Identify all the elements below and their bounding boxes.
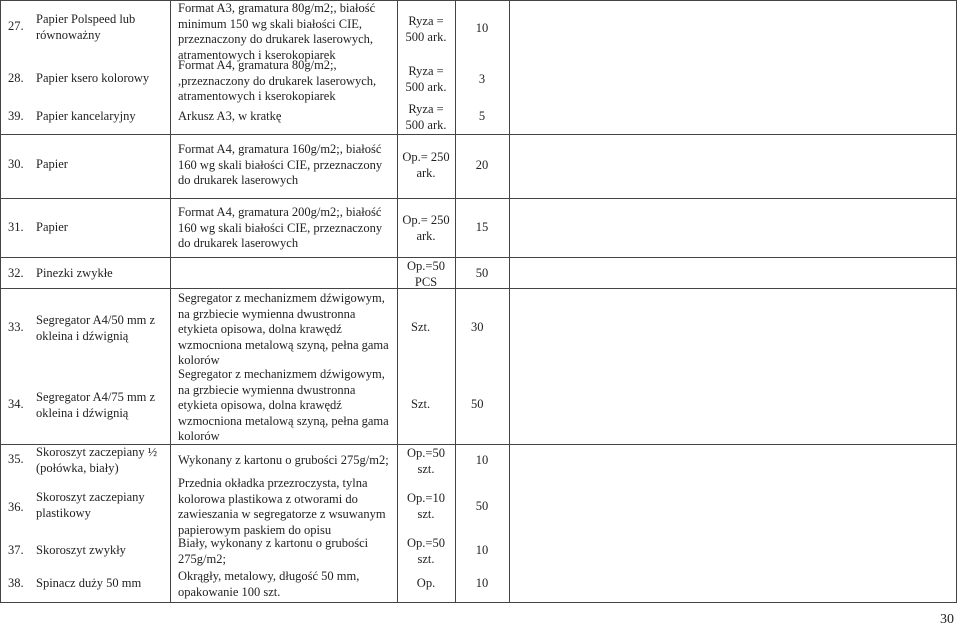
quantity: 20 — [475, 158, 489, 172]
unit: Op.=10 szt. — [407, 491, 445, 521]
item-description: Wykonany z kartonu o grubości 275g/m2; — [178, 453, 389, 467]
quantity: 5 — [478, 109, 486, 123]
row-number: 39. — [8, 109, 24, 123]
unit: Op. — [416, 576, 436, 590]
row-number: 37. — [8, 543, 24, 557]
unit: Op.= 250 ark. — [402, 213, 450, 243]
row-divider — [0, 0, 957, 1]
row-divider — [0, 288, 957, 289]
row-number: 36. — [8, 500, 24, 514]
row-number: 30. — [8, 157, 24, 171]
item-description: Format A4, gramatura 80g/m2;, ,przeznaczony do drukarek laserowych, atramentowych i kserokopiarek — [178, 58, 377, 103]
row-number: 31. — [8, 220, 24, 234]
item-name: Papier Polspeed lub równoważny — [36, 12, 136, 42]
unit: Op.=50 PCS — [407, 259, 445, 289]
quantity: 15 — [475, 220, 489, 234]
row-number: 34. — [8, 397, 24, 411]
row-divider — [0, 602, 957, 603]
quantity: 3 — [478, 72, 486, 86]
item-name: Skoroszyt zaczepiany plastikowy — [36, 490, 145, 520]
quantity: 10 — [475, 576, 489, 590]
item-name: Skoroszyt zaczepiany ½ (połówka, biały) — [36, 445, 158, 475]
item-name: Skoroszyt zwykły — [36, 543, 126, 557]
item-name: Papier — [36, 220, 68, 234]
item-description: Format A3, gramatura 80g/m2;, białość minimum 150 wg skali białości CIE, przeznaczony do drukarek laserowych, atramentowych i kserokopiarek — [178, 1, 376, 62]
row-divider — [0, 198, 957, 199]
item-name: Segregator A4/75 mm z okleina i dźwignią — [36, 390, 156, 420]
item-name: Segregator A4/50 mm z okleina i dźwignią — [36, 313, 156, 343]
unit: Ryza = 500 ark. — [405, 14, 447, 44]
row-number: 33. — [8, 320, 24, 334]
unit: Op.= 250 ark. — [402, 150, 450, 180]
unit: Ryza = 500 ark. — [405, 64, 447, 94]
quantity: 30 — [471, 320, 484, 334]
item-description: Arkusz A3, w kratkę — [178, 109, 282, 123]
row-divider — [0, 257, 957, 258]
row-number: 27. — [8, 19, 24, 33]
unit: Ryza = 500 ark. — [405, 102, 447, 132]
item-name: Pinezki zwykłe — [36, 266, 113, 280]
row-number: 35. — [8, 452, 24, 466]
unit: Op.=50 szt. — [407, 536, 445, 566]
quantity: 10 — [475, 453, 489, 467]
row-number: 32. — [8, 266, 24, 280]
quantity: 10 — [475, 21, 489, 35]
unit: Op.=50 szt. — [407, 446, 445, 476]
item-description: Format A4, gramatura 200g/m2;, białość 160 wg skali białości CIE, przeznaczony do drukarek laserowych — [178, 205, 383, 250]
row-number: 38. — [8, 576, 24, 590]
quantity: 50 — [475, 266, 489, 280]
item-description: Segregator z mechanizmem dźwigowym, na grzbiecie wymienna dwustronna etykieta opisowa, dolna krawędź wzmocniona metalową szyną, pełna gama kolorów — [178, 291, 389, 367]
row-number: 28. — [8, 71, 24, 85]
item-description: Okrągły, metalowy, długość 50 mm, opakowanie 100 szt. — [178, 569, 360, 599]
col-divider — [170, 0, 171, 603]
row-divider — [0, 134, 957, 135]
item-description: Format A4, gramatura 160g/m2;, białość 160 wg skali białości CIE, przeznaczony do drukarek laserowych — [178, 142, 383, 187]
page-number: 30 — [940, 612, 954, 627]
unit: Szt. — [411, 320, 431, 334]
quantity: 50 — [471, 397, 484, 411]
col-divider — [0, 0, 1, 603]
item-name: Spinacz duży 50 mm — [36, 576, 142, 590]
item-name: Papier ksero kolorowy — [36, 71, 150, 85]
col-divider — [509, 0, 510, 603]
item-name: Papier — [36, 157, 68, 171]
item-description: Biały, wykonany z kartonu o grubości 275g/m2; — [178, 536, 369, 566]
item-name: Papier kancelaryjny — [36, 109, 136, 123]
quantity: 50 — [475, 499, 489, 513]
unit: Szt. — [411, 397, 431, 411]
col-divider — [956, 0, 957, 603]
quantity: 10 — [475, 543, 489, 557]
item-description: Przednia okładka przezroczysta, tylna kolorowa plastikowa z otworami do zawieszania w segregatorze z wsuwanym papierowym paskiem do opisu — [178, 476, 386, 537]
item-description: Segregator z mechanizmem dźwigowym, na grzbiecie wymienna dwustronna etykieta opisowa, dolna krawędź wzmocniona metalową szyną, pełna gama kolorów — [178, 367, 389, 443]
